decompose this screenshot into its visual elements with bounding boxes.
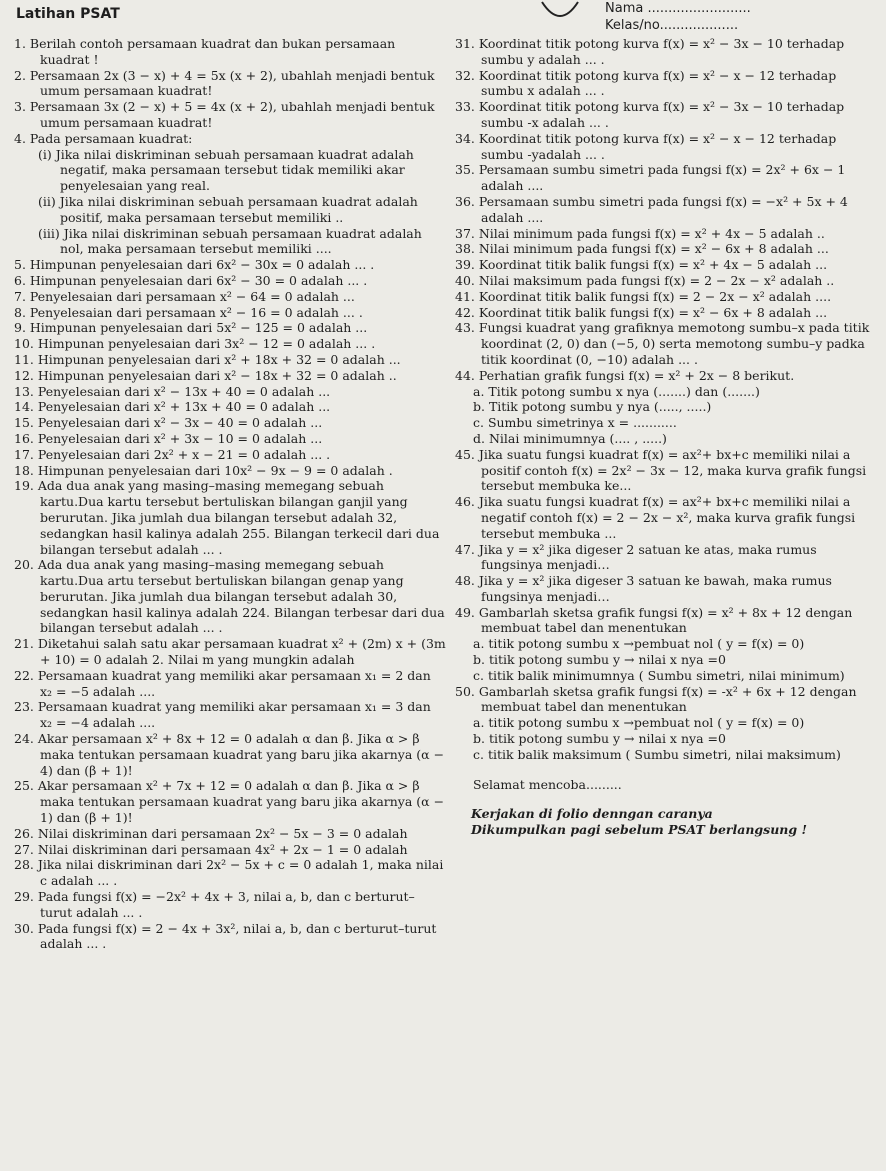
question-item: 44. Perhatian grafik fungsi f(x) = x² + 2x − 8 berikut. bbox=[455, 367, 795, 383]
class-field-label: Kelas/no................... bbox=[605, 18, 739, 33]
worksheet-title: Latihan PSAT bbox=[16, 6, 120, 22]
question-item: 22. Persamaan kuadrat yang memiliki akar persamaan x₁ = 2 dan x₂ = −5 adalah .... bbox=[14, 667, 431, 699]
question-item: 49. Gambarlah sketsa grafik fungsi f(x) = x² + 8x + 12 dengan membuat tabel dan menentukan bbox=[455, 604, 853, 636]
question-item: 6. Himpunan penyelesaian dari 6x² − 30 = 0 adalah ... . bbox=[14, 272, 368, 288]
question-item: 33. Koordinat titik potong kurva f(x) = x² − 3x − 10 terhadap sumbu -x adalah ... . bbox=[455, 99, 845, 130]
question-opt: c. titik balik minimumnya ( Sumbu simetri, nilai minimum) bbox=[473, 667, 845, 683]
closing-text: Selamat mencoba......... bbox=[473, 776, 622, 792]
left-column bbox=[14, 36, 446, 952]
name-field-label: Nama ......................... bbox=[605, 1, 751, 16]
question-item: 25. Akar persamaan x² + 7x + 12 = 0 adalah α dan β. Jika α > β maka tentukan persamaan kuadrat yang baru jika akarnya (α − 1) dan (β + 1)! bbox=[14, 778, 445, 826]
question-item: 2. Persamaan 2x (3 − x) + 4 = 5x (x + 2), ubahlah menjadi bentuk umum persamaan kuadrat! bbox=[14, 67, 435, 99]
question-item: 34. Koordinat titik potong kurva f(x) = x² − x − 12 terhadap sumbu -yadalah ... . bbox=[455, 130, 837, 162]
question-sub: (i) Jika nilai diskriminan sebuah persamaan kuadrat adalah negatif, maka persamaan tersebut tidak memiliki akar penyelesaian yang real. bbox=[38, 146, 414, 194]
question-item: 24. Akar persamaan x² + 8x + 12 = 0 adalah α dan β. Jika α > β maka tentukan persamaan kuadrat yang baru jika akarnya (α − 4) dan (β + 1)! bbox=[14, 731, 445, 778]
question-item: 38. Nilai minimum pada fungsi f(x) = x² − 6x + 8 adalah ... bbox=[455, 241, 829, 257]
question-item: 48. Jika y = x² jika digeser 3 satuan ke bawah, maka rumus fungsinya menjadi… bbox=[455, 573, 832, 604]
question-item: 1. Berilah contoh persamaan kuadrat dan bukan persamaan kuadrat ! bbox=[14, 36, 396, 67]
question-item: 50. Gambarlah sketsa grafik fungsi f(x) = -x² + 6x + 12 dengan membuat tabel dan menentukan bbox=[455, 683, 857, 715]
question-item: 19. Ada dua anak yang masing–masing memegang sebuah kartu.Dua kartu tersebut bertuliskan bilangan ganjil yang berurutan. Jika jumlah dua bilangan tersebut adalah 32, sedangkan hasil kalinya adalah 255. Bilangan terkecil dari dua bilangan tersebut adalah ... . bbox=[14, 478, 440, 557]
question-item: 36. Persamaan sumbu simetri pada fungsi f(x) = −x² + 5x + 4 adalah .... bbox=[455, 193, 848, 225]
question-item: 17. Penyelesaian dari 2x² + x − 21 = 0 adalah ... . bbox=[14, 446, 331, 462]
question-item: 23. Persamaan kuadrat yang memiliki akar persamaan x₁ = 3 dan x₂ = −4 adalah .... bbox=[14, 699, 431, 731]
student-info bbox=[605, 0, 751, 34]
question-sub: (iii) Jika nilai diskriminan sebuah persamaan kuadrat adalah nol, maka persamaan tersebut memiliki .... bbox=[38, 225, 422, 257]
question-item: 45. Jika suatu fungsi kuadrat f(x) = ax²+ bx+c memiliki nilai a positif contoh f(x) = 2x² − 3x − 12, maka kurva grafik fungsi tersebut membuka ke... bbox=[455, 446, 867, 494]
pen-mark-icon bbox=[540, 0, 580, 24]
question-item: 21. Diketahui salah satu akar persamaan kuadrat x² + (2m) x + (3m + 10) = 0 adalah 2. Nilai m yang mungkin adalah bbox=[14, 636, 446, 668]
question-item: 20. Ada dua anak yang masing–masing memegang sebuah kartu.Dua artu tersebut bertuliskan bilangan genap yang berurutan. Jika jumlah dua bilangan tersebut adalah 30, sedangkan hasil kalinya adalah 224. Bilangan terbesar dari dua bilangan tersebut adalah ... . bbox=[14, 557, 445, 636]
question-item: 7. Penyelesaian dari persamaan x² − 64 = 0 adalah ... bbox=[14, 288, 355, 304]
question-item: 3. Persamaan 3x (2 − x) + 5 = 4x (x + 2), ubahlah menjadi bentuk umum persamaan kuadrat! bbox=[14, 99, 435, 130]
question-item: 39. Koordinat titik balik fungsi f(x) = x² + 4x − 5 adalah ... bbox=[455, 257, 828, 273]
question-item: 26. Nilai diskriminan dari persamaan 2x² − 5x − 3 = 0 adalah bbox=[14, 825, 408, 841]
question-sub: (ii) Jika nilai diskriminan sebuah persamaan kuadrat adalah positif, maka persamaan tersebut memiliki .. bbox=[38, 193, 418, 225]
question-item: 8. Penyelesaian dari persamaan x² − 16 = 0 adalah ... . bbox=[14, 304, 363, 320]
question-opt: b. titik potong sumbu y → nilai x nya =0 bbox=[473, 652, 726, 668]
question-item: 16. Penyelesaian dari x² + 3x − 10 = 0 adalah ... bbox=[14, 430, 323, 446]
question-item: 5. Himpunan penyelesaian dari 6x² − 30x = 0 adalah ... . bbox=[14, 257, 375, 273]
question-opt: b. titik potong sumbu y → nilai x nya =0 bbox=[473, 731, 726, 747]
question-opt: d. Nilai minimumnya (.... , .....) bbox=[473, 430, 667, 446]
question-item: 46. Jika suatu fungsi kuadrat f(x) = ax²+ bx+c memiliki nilai a negatif contoh f(x) = 2 − 2x − x², maka kurva grafik fungsi tersebut membuka ... bbox=[455, 494, 856, 541]
question-item: 40. Nilai maksimum pada fungsi f(x) = 2 − 2x − x² adalah .. bbox=[455, 272, 835, 288]
question-item: 42. Koordinat titik balik fungsi f(x) = x² − 6x + 8 adalah ... bbox=[455, 304, 828, 320]
question-item: 30. Pada fungsi f(x) = 2 − 4x + 3x², nilai a, b, dan c berturut–turut adalah ... . bbox=[14, 920, 437, 952]
question-item: 37. Nilai minimum pada fungsi f(x) = x² + 4x − 5 adalah .. bbox=[455, 225, 825, 241]
question-opt: a. titik potong sumbu x →pembuat nol ( y = f(x) = 0) bbox=[473, 636, 805, 652]
question-opt: a. titik potong sumbu x →pembuat nol ( y = f(x) = 0) bbox=[473, 715, 805, 731]
question-item: 41. Koordinat titik balik fungsi f(x) = 2 − 2x − x² adalah .... bbox=[455, 288, 832, 304]
right-column bbox=[455, 36, 880, 838]
instruction-line-1: Kerjakan di folio denngan caranya bbox=[471, 806, 713, 822]
instruction-line-2: Dikumpulkan pagi sebelum PSAT berlangsung ! bbox=[471, 822, 807, 838]
question-item: 31. Koordinat titik potong kurva f(x) = x² − 3x − 10 terhadap sumbu y adalah ... . bbox=[455, 36, 845, 67]
question-opt: c. titik balik maksimum ( Sumbu simetri, nilai maksimum) bbox=[473, 746, 841, 762]
question-item: 11. Himpunan penyelesaian dari x² + 18x + 32 = 0 adalah ... bbox=[14, 351, 401, 367]
question-item: 13. Penyelesaian dari x² − 13x + 40 = 0 adalah ... bbox=[14, 383, 331, 399]
question-opt: c. Sumbu simetrinya x = ........... bbox=[473, 415, 677, 431]
question-item: 35. Persamaan sumbu simetri pada fungsi f(x) = 2x² + 6x − 1 adalah .... bbox=[455, 162, 846, 194]
question-item: 10. Himpunan penyelesaian dari 3x² − 12 = 0 adalah ... . bbox=[14, 336, 376, 352]
question-item: 28. Jika nilai diskriminan dari 2x² − 5x + c = 0 adalah 1, maka nilai c adalah ... . bbox=[14, 857, 444, 889]
question-item: 14. Penyelesaian dari x² + 13x + 40 = 0 adalah ... bbox=[14, 399, 331, 415]
question-opt: b. Titik potong sumbu y nya (....., .....) bbox=[473, 399, 712, 415]
question-item: 18. Himpunan penyelesaian dari 10x² − 9x − 9 = 0 adalah . bbox=[14, 462, 393, 478]
question-item: 15. Penyelesaian dari x² − 3x − 40 = 0 adalah ... bbox=[14, 415, 323, 431]
right-question-list bbox=[455, 36, 880, 763]
question-item: 32. Koordinat titik potong kurva f(x) = x² − x − 12 terhadap sumbu x adalah ... . bbox=[455, 67, 837, 99]
question-item: 29. Pada fungsi f(x) = −2x² + 4x + 3, nilai a, b, dan c berturut–turut adalah ... . bbox=[14, 889, 415, 920]
question-item: 47. Jika y = x² jika digeser 2 satuan ke atas, maka rumus fungsinya menjadi… bbox=[455, 541, 817, 573]
question-item: 27. Nilai diskriminan dari persamaan 4x² + 2x − 1 = 0 adalah bbox=[14, 841, 408, 857]
question-opt: a. Titik potong sumbu x nya (.......) dan (.......) bbox=[473, 383, 760, 399]
question-item: 4. Pada persamaan kuadrat: bbox=[14, 130, 193, 146]
question-item: 12. Himpunan penyelesaian dari x² − 18x + 32 = 0 adalah .. bbox=[14, 367, 397, 383]
question-item: 43. Fungsi kuadrat yang grafiknya memotong sumbu–x pada titik koordinat (2, 0) dan (−5, 0) serta memotong sumbu–y padka titik koordinat (0, −10) adalah ... . bbox=[455, 320, 870, 367]
question-item: 9. Himpunan penyelesaian dari 5x² − 125 = 0 adalah ... bbox=[14, 320, 368, 336]
